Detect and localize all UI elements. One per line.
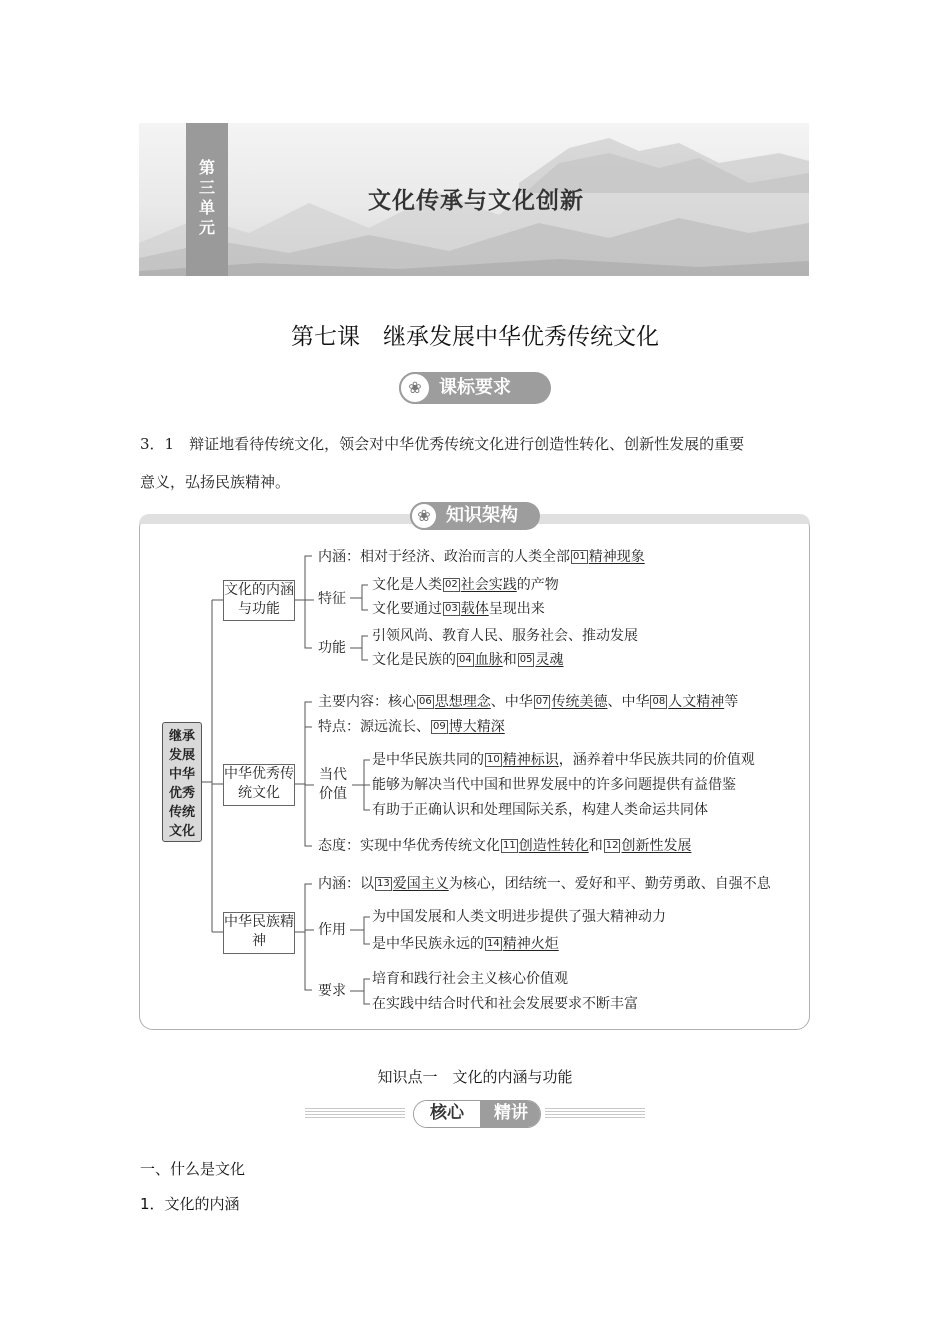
b3-requirement-label: 要求 (318, 983, 346, 999)
b3-role-1: 为中国发展和人类文明进步提供了强大精神动力 (372, 909, 666, 925)
b3-requirement-1: 培育和践行社会主义核心价值观 (372, 971, 568, 987)
b2-value-3: 有助于正确认识和处理国际关系，构建人类命运共同体 (372, 802, 708, 818)
b2-value-label: 当代价值 (319, 767, 347, 802)
b2-attitude: 态度：实现中华优秀传统文化 11 创造性转化和 12 创新性发展 (318, 838, 692, 854)
branch-culture-connotation: 文化的内涵与功能 (223, 580, 295, 621)
section-pill-framework: ❀ 知识架构 (410, 502, 540, 530)
heading-culture-connotation: 1．文化的内涵 (140, 1195, 240, 1213)
b3-role-label: 作用 (318, 922, 346, 938)
b2-characteristics: 特点：源远流长、 09 博大精深 (318, 719, 505, 735)
leaf-icon: ❀ (410, 502, 438, 530)
b2-value-2: 能够为解决当代中国和世界发展中的许多问题提供有益借鉴 (372, 777, 736, 793)
b1-connotation: 内涵：相对于经济、政治而言的人类全部 01 精神现象 (318, 549, 645, 565)
core-explanation-banner (305, 1100, 645, 1130)
unit-title: 文化传承与文化创新 (368, 187, 584, 214)
b3-connotation: 内涵：以 13 爱国主义为核心，团结统一、爱好和平、勤劳勇敢、自强不息 (318, 876, 771, 892)
b1-function-1: 引领风尚、教育人民、服务社会、推动发展 (372, 628, 638, 644)
b2-value-1: 是中华民族共同的 10 精神标识，涵养着中华民族共同的价值观 (372, 752, 755, 768)
b2-main-content: 主要内容：核心 06 思想理念、中华 07 传统美德、中华 08 人文精神等 (318, 694, 739, 710)
requirement-line-1: 3．1 辩证地看待传统文化，领会对中华优秀传统文化进行创造性转化、创新性发展的重要 (140, 435, 745, 453)
lesson-title: 第七课 继承发展中华优秀传统文化 (291, 324, 659, 350)
section-pill-requirements: ❀ 课标要求 (399, 372, 551, 404)
b1-feature-1: 文化是人类 02 社会实践的产物 (372, 577, 559, 593)
knowledge-point-title: 知识点一 文化的内涵与功能 (377, 1068, 573, 1086)
decor-lines-right (545, 1108, 645, 1120)
decor-lines-left (305, 1108, 405, 1120)
b3-requirement-2: 在实践中结合时代和社会发展要求不断丰富 (372, 996, 638, 1012)
unit-label: 第 三 单 元 (198, 158, 215, 237)
requirement-line-2: 意义，弘扬民族精神。 (140, 473, 291, 491)
b3-role-2: 是中华民族永远的 14 精神火炬 (372, 936, 559, 952)
b1-function-2: 文化是民族的 04 血脉和 05 灵魂 (372, 652, 564, 668)
core-pill: 核心 精讲 (413, 1100, 541, 1128)
branch-national-spirit: 中华民族精神 (223, 912, 295, 954)
leaf-icon: ❀ (399, 372, 431, 404)
b1-functions-label: 功能 (318, 640, 346, 656)
tree-root: 继承 发展 中华 优秀 传统 文化 (162, 722, 202, 842)
b1-feature-2: 文化要通过 03 载体呈现出来 (372, 601, 545, 617)
heading-what-is-culture: 一、什么是文化 (140, 1160, 246, 1178)
branch-traditional-culture: 中华优秀传统文化 (223, 764, 295, 806)
b1-features-label: 特征 (318, 591, 346, 607)
